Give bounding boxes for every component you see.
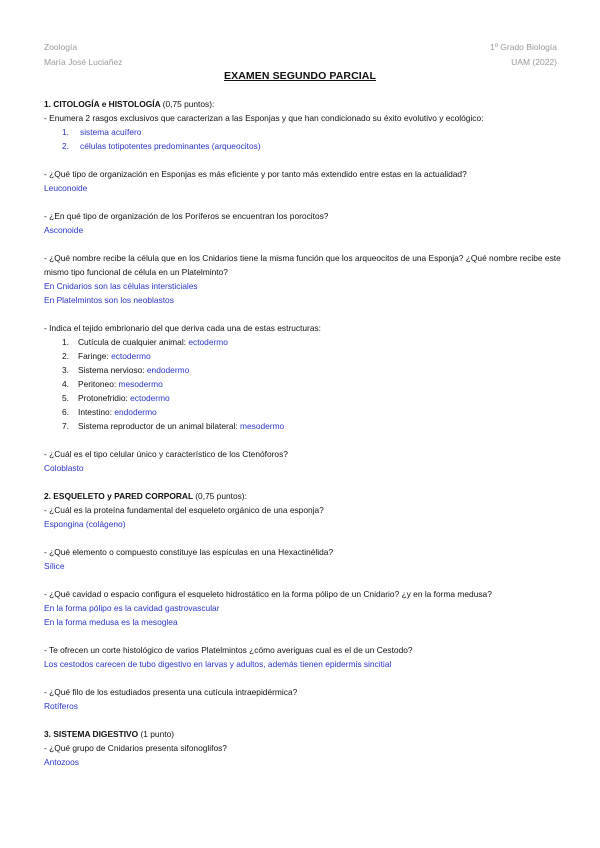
section-3-title: 3. SISTEMA DIGESTIVO — [44, 729, 139, 739]
answer-2-4: Los cestodos carecen de tubo digestivo en larvas y adultos, además tienen epidermis sincitial — [44, 659, 392, 669]
header-university: UAM (2022) — [511, 57, 557, 67]
answer-2-3b: En la forma medusa es la mesoglea — [44, 617, 178, 627]
section-1-title: 1. CITOLOGÍA e HISTOLOGÍA — [44, 99, 161, 109]
header-subject: Zoología — [44, 42, 78, 52]
list-item: 3. Sistema nervioso: endodermo — [62, 365, 190, 375]
list-item: 1. sistema acuífero — [62, 127, 142, 137]
list-item: 2. Faringe: ectodermo — [62, 351, 151, 361]
list-item: 2. células totipotentes predominantes (arqueocitos) — [62, 141, 261, 151]
exam-title: EXAMEN SEGUNDO PARCIAL — [224, 70, 376, 82]
answer-1-4a: En Cnidarios son las células intersticiales — [44, 281, 198, 291]
answer-1-4b: En Platelmintos son los neoblastos — [44, 295, 174, 305]
question-1-5: - Indica el tejido embrionario del que deriva cada una de estas estructuras: — [44, 323, 322, 333]
question-1-3: - ¿En qué tipo de organización de los Poríferos se encuentran los porocitos? — [44, 211, 329, 221]
header-course: 1º Grado Biología — [490, 42, 557, 52]
section-1-points: (0,75 puntos): — [162, 99, 215, 109]
section-2-heading — [44, 489, 564, 503]
question-3-1: - ¿Qué grupo de Cnidarios presenta sifonoglifos? — [44, 743, 227, 753]
answer-1-3: Asconoide — [44, 225, 84, 235]
question-1-2: - ¿Qué tipo de organización en Esponjas es más eficiente y por tanto más extendido entre estas en la actualidad? — [44, 169, 467, 179]
section-3-heading — [44, 727, 564, 741]
question-1-4: - ¿Qué nombre recibe la célula que en los Cnidarios tiene la misma función que los arqueocitos de una Esponja? ¿Qué nombre recibe este mismo tipo funcional de célula en un Platelminto? — [44, 253, 561, 277]
header-left — [44, 40, 122, 70]
answer-1-5-list — [44, 335, 564, 433]
list-item: 1. Cutícula de cualquier animal: ectodermo — [62, 337, 228, 347]
list-item: 4. Peritoneo: mesodermo — [62, 379, 163, 389]
question-2-1: - ¿Cuál es la proteína fundamental del esqueleto orgánico de una esponja? — [44, 505, 324, 515]
question-2-4: - Te ofrecen un corte histológico de varios Platelmintos ¿cómo averiguas cual es el de un Cestodo? — [44, 645, 413, 655]
answer-1-1-list — [44, 125, 564, 153]
list-item: 6. Intestino: endodermo — [62, 407, 157, 417]
list-item: 7. Sistema reproductor de un animal bilateral: mesodermo — [62, 421, 285, 431]
question-1-6: - ¿Cuál es el tipo celular único y característico de los Ctenóforos? — [44, 449, 288, 459]
section-2-title: 2. ESQUELETO y PARED CORPORAL — [44, 491, 193, 501]
answer-2-3a: En la forma pólipo es la cavidad gastrovascular — [44, 603, 220, 613]
section-3-points: (1 punto) — [140, 729, 175, 739]
answer-2-2: Sílice — [44, 561, 65, 571]
section-1-heading — [44, 97, 564, 111]
answer-2-5: Rotíferos — [44, 701, 78, 711]
question-2-3: - ¿Qué cavidad o espacio configura el esqueleto hidrostático en la forma pólipo de un Cnidario? ¿y en la forma medusa? — [44, 589, 492, 599]
question-2-2: - ¿Qué elemento o compuesto constituye las espículas en una Hexactinélida? — [44, 547, 334, 557]
answer-1-6: Coloblasto — [44, 463, 84, 473]
section-2-points: (0,75 puntos): — [195, 491, 247, 501]
header-right — [490, 40, 557, 70]
exam-content — [44, 97, 564, 769]
answer-2-1: Espongina (colágeno) — [44, 519, 126, 529]
question-1-1: - Enumera 2 rasgos exclusivos que caracterizan a las Esponjas y que han condicionado su éxito evolutivo y ecológico: — [44, 113, 484, 123]
question-2-5: - ¿Qué filo de los estudiados presenta una cutícula intraepidérmica? — [44, 687, 298, 697]
header-author: María José Luciañez — [44, 57, 123, 67]
list-item: 5. Protonefridio: ectodermo — [62, 393, 170, 403]
answer-3-1: Antozoos — [44, 757, 79, 767]
answer-1-2: Leuconoide — [44, 183, 88, 193]
